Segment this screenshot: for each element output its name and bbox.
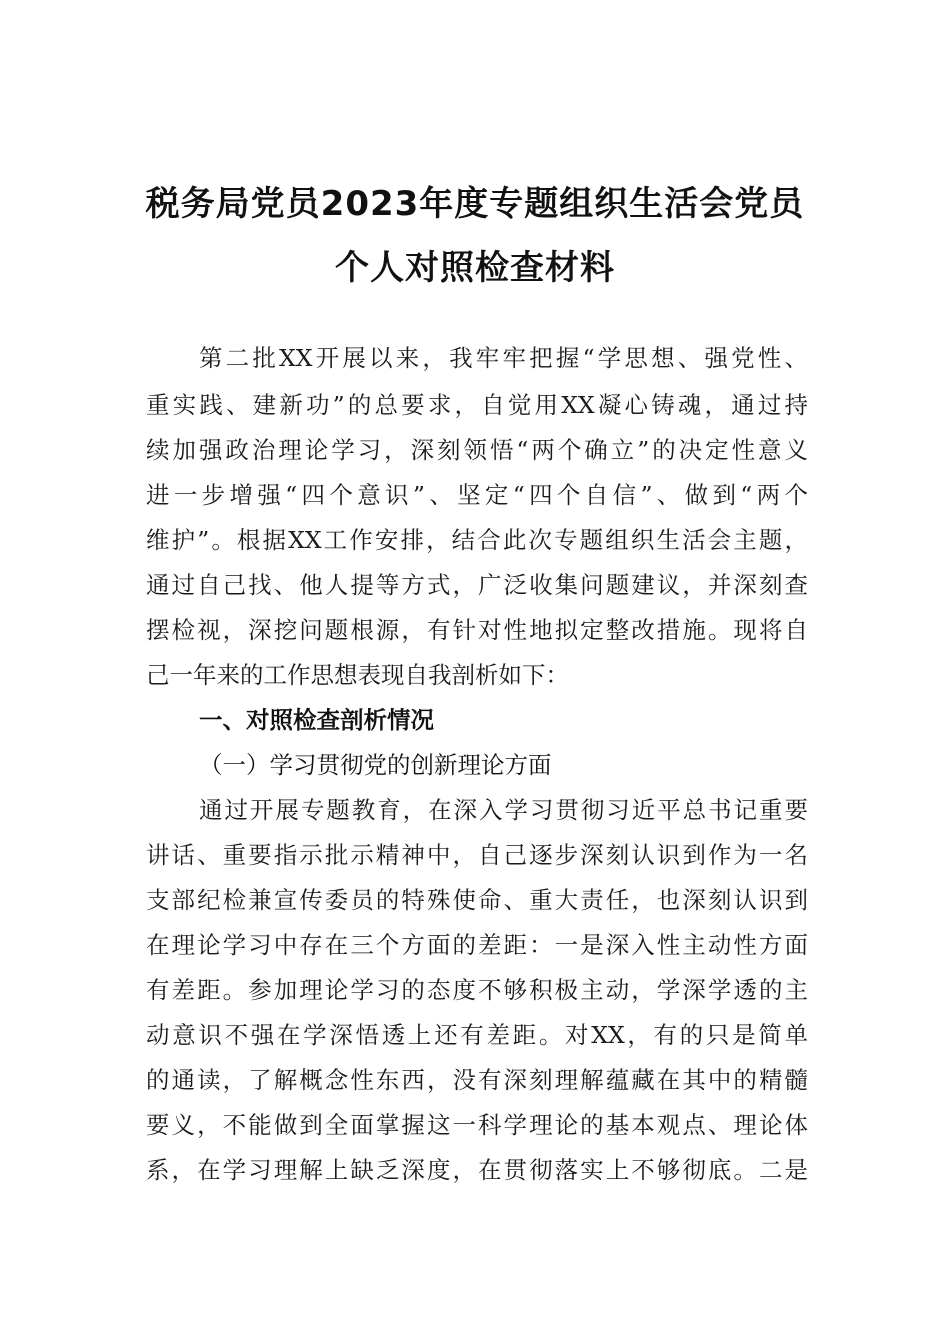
- document-title-line-2: 个人对照检查材料: [335, 248, 615, 288]
- body-line: 要义，不能做到全面掌握这一科学理论的基本观点、理论体: [146, 1111, 808, 1139]
- body-line: 在理论学习中存在三个方面的差距：一是深入性主动性方面: [146, 931, 808, 959]
- intro-line: 摆检视，深挖问题根源，有针对性地拟定整改措施。现将自: [146, 616, 808, 644]
- intro-line: 己一年来的工作思想表现自我剖析如下：: [146, 661, 569, 689]
- body-line: 有差距。参加理论学习的态度不够积极主动，学深学透的主: [146, 976, 808, 1004]
- intro-line: 重实践、建新功”的总要求，自觉用XX凝心铸魂，通过持: [146, 391, 808, 419]
- intro-line: 续加强政治理论学习，深刻领悟“两个确立”的决定性意义: [146, 436, 808, 464]
- intro-line: 通过自己找、他人提等方式，广泛收集问题建议，并深刻查: [146, 571, 808, 599]
- intro-line: 进一步增强“四个意识”、坚定“四个自信”、做到“两个: [146, 481, 808, 509]
- intro-line: 第二批XX开展以来，我牢牢把握“学思想、强党性、: [199, 344, 808, 372]
- body-line: 系，在学习理解上缺乏深度，在贯彻落实上不够彻底。二是: [146, 1156, 808, 1184]
- intro-line: 维护”。根据XX工作安排，结合此次专题组织生活会主题，: [146, 526, 808, 554]
- body-line: 动意识不强在学深悟透上还有差距。对XX，有的只是简单: [146, 1021, 808, 1049]
- document-title-line-1: 税务局党员2023年度专题组织生活会党员: [145, 184, 805, 224]
- body-line: 通过开展专题教育，在深入学习贯彻习近平总书记重要: [199, 796, 808, 824]
- body-line: 讲话、重要指示批示精神中，自己逐步深刻认识到作为一名: [146, 841, 808, 869]
- section-heading: 一、对照检查剖析情况: [199, 706, 434, 734]
- body-line: 的通读，了解概念性东西，没有深刻理解蕴藏在其中的精髓: [146, 1066, 808, 1094]
- body-line: 支部纪检兼宣传委员的特殊使命、重大责任，也深刻认识到: [146, 886, 808, 914]
- subsection-heading: （一）学习贯彻党的创新理论方面: [199, 751, 552, 779]
